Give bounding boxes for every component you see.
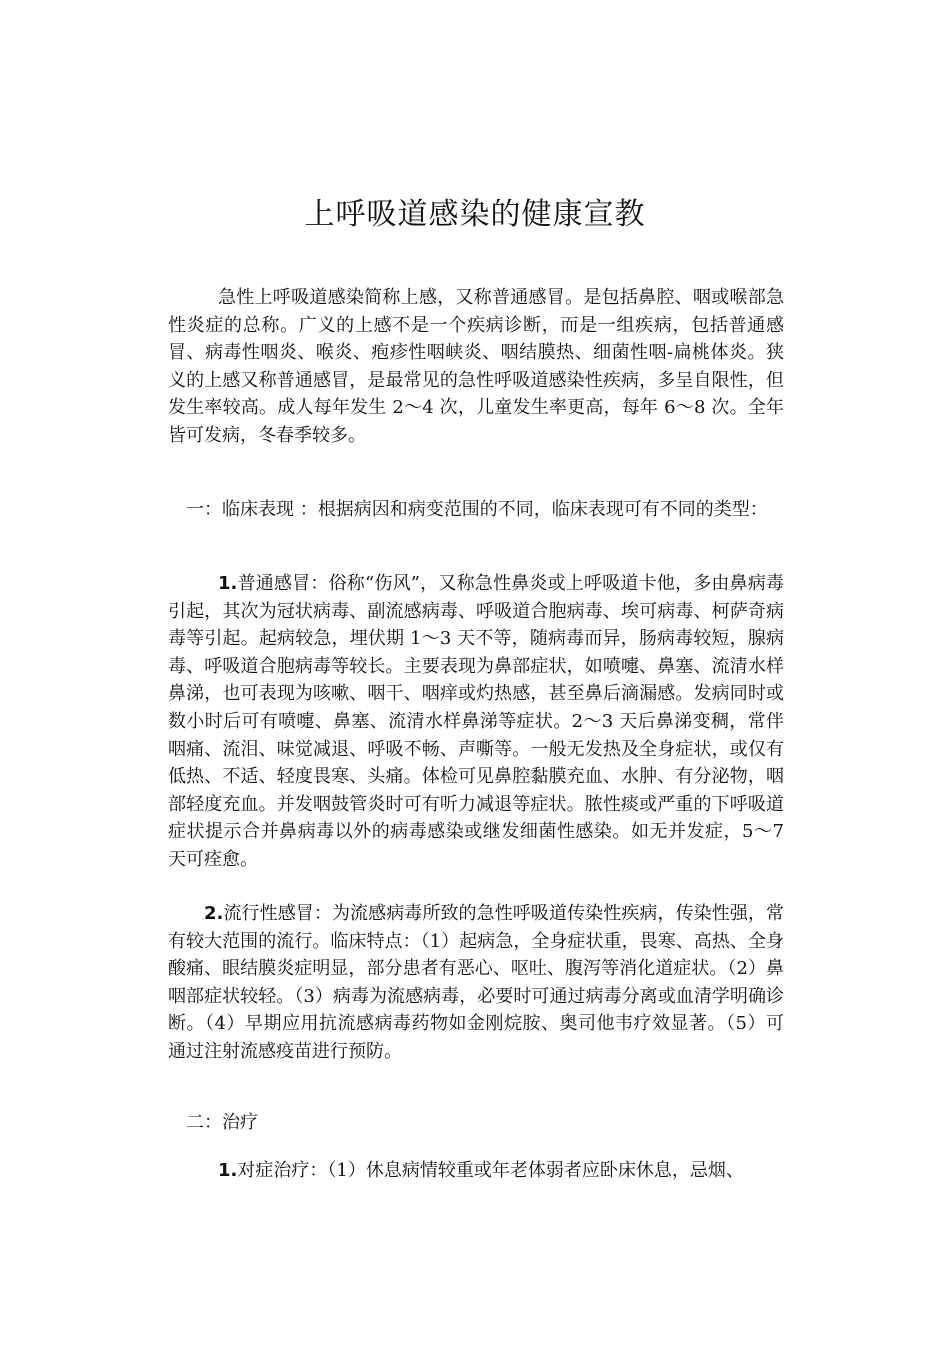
intro-paragraph: 急性上呼吸道感染简称上感，又称普通感冒。是包括鼻腔、咽或喉部急性炎症的总称。广义的上感不是一个疾病诊断，而是一组疾病，包括普通感冒、病毒性咽炎、喉炎、疱疹性咽峡炎、咽结膜热、细菌性咽-扁桃体炎。狭义的上感又称普通感冒，是最常见的急性呼吸道感染性疾病，多呈自限性，但发生率较高。成人每年发生 2～4 次，儿童发生率更高，每年 6～8 次。全年皆可发病，冬春季较多。 [168, 287, 784, 446]
section-heading-treatment: 二：治疗 [186, 1112, 258, 1133]
section-heading-clinical: 一：临床表现 ：根据病因和病变范围的不同，临床表现可有不同的类型： [186, 499, 768, 520]
item-text: 普通感冒：俗称“伤风”，又称急性鼻炎或上呼吸道卡他，多由鼻病毒引起，其次为冠状病毒、副流感病毒、呼吸道合胞病毒、埃可病毒、柯萨奇病毒等引起。起病较急，埋伏期 1～3 天不等，随病毒而异，肠病毒较短，腺病毒、呼吸道合胞病毒等较长。主要表现为鼻部症状，如喷嚏、鼻塞、流清水样鼻涕，也可表现为咳嗽、咽干、咽痒或灼热感，甚至鼻后滴漏感。发病同时或数小时后可有喷嚏、鼻塞、流清水样鼻涕等症状。2～3 天后鼻涕变稠，常伴咽痛、流泪、味觉减退、呼吸不畅、声嘶等。一般无发热及全身症状，或仅有低热、不适、轻度畏寒、头痛。体检可见鼻腔黏膜充血、水肿、有分泌物，咽部轻度充血。并发咽鼓管炎时可有听力减退等症状。脓性痰或严重的下呼吸道症状提示合并鼻病毒以外的病毒感染或继发细菌性感染。如无并发症，5～7 天可痊愈。 [168, 573, 784, 870]
item-number: 1. [218, 1160, 238, 1181]
item-text: 对症治疗：（1）休息病情较重或年老体弱者应卧床休息，忌烟、 [237, 1160, 744, 1181]
item-number: 2. [204, 903, 224, 924]
item-influenza [168, 900, 784, 1066]
item-number: 1. [218, 573, 238, 594]
item-common-cold [168, 570, 784, 874]
document-title: 上呼吸道感染的健康宣教 [304, 197, 646, 232]
item-symptomatic-treatment [168, 1157, 784, 1185]
item-text: 流行性感冒：为流感病毒所致的急性呼吸道传染性疾病，传染性强，常有较大范围的流行。临床特点：（1）起病急，全身症状重，畏寒、高热、全身酸痛、眼结膜炎症明显，部分患者有恶心、呕吐、腹泻等消化道症状。（2）鼻咽部症状较轻。（3）病毒为流感病毒，必要时可通过病毒分离或血清学明确诊断。（4）早期应用抗流感病毒药物如金刚烷胺、奥司他韦疗效显著。（5）可通过注射流感疫苗进行预防。 [168, 903, 784, 1062]
